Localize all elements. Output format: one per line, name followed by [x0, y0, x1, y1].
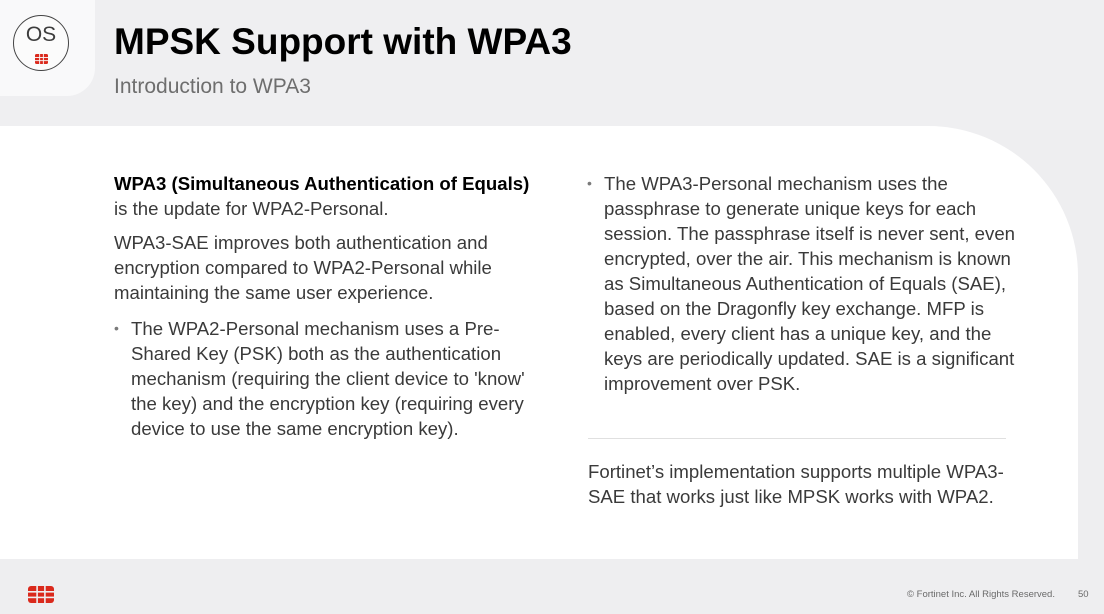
divider — [588, 438, 1006, 439]
copyright-text: © Fortinet Inc. All Rights Reserved. — [907, 589, 1055, 600]
lead-rest-text: is the update for WPA2-Personal. — [114, 198, 389, 219]
os-badge-label: OS — [25, 23, 57, 46]
header-background — [0, 0, 1104, 130]
list-item — [587, 171, 1017, 396]
page-number: 50 — [1078, 589, 1089, 600]
bullet-icon: • — [114, 320, 119, 336]
bullet-icon: • — [587, 175, 592, 191]
fortinet-logo-icon — [35, 54, 48, 64]
bullet-text: The WPA2-Personal mechanism uses a Pre-Shared Key (PSK) both as the authentication mechanism (requiring the client device to 'know' the key) and the encryption key (requiring every device to use the same encryption key). — [131, 318, 525, 439]
lead-bold-text: WPA3 (Simultaneous Authentication of Equals) — [114, 173, 530, 194]
lead-paragraph — [114, 171, 544, 221]
fortinet-logo-icon — [28, 586, 54, 603]
right-column — [587, 171, 1017, 396]
page-subtitle: Introduction to WPA3 — [114, 75, 311, 98]
page-title: MPSK Support with WPA3 — [114, 21, 572, 62]
summary-paragraph: Fortinet’s implementation supports multiple WPA3-SAE that works just like MPSK works with WPA2. — [588, 461, 1004, 507]
intro-paragraph: WPA3-SAE improves both authentication and encryption compared to WPA2-Personal while maintaining the same user experience. — [114, 232, 492, 303]
list-item — [114, 316, 544, 441]
bullet-text: The WPA3-Personal mechanism uses the passphrase to generate unique keys for each session. The passphrase itself is never sent, even encrypted, over the air. This mechanism is known as Simultaneous Authentication of Equals (SAE), based on the Dragonfly key exchange. MFP is enabled, every client has a unique key, and the keys are periodically updated. SAE is a significant improvement over PSK. — [604, 173, 1016, 394]
left-column — [114, 171, 544, 441]
os-badge — [13, 15, 69, 71]
